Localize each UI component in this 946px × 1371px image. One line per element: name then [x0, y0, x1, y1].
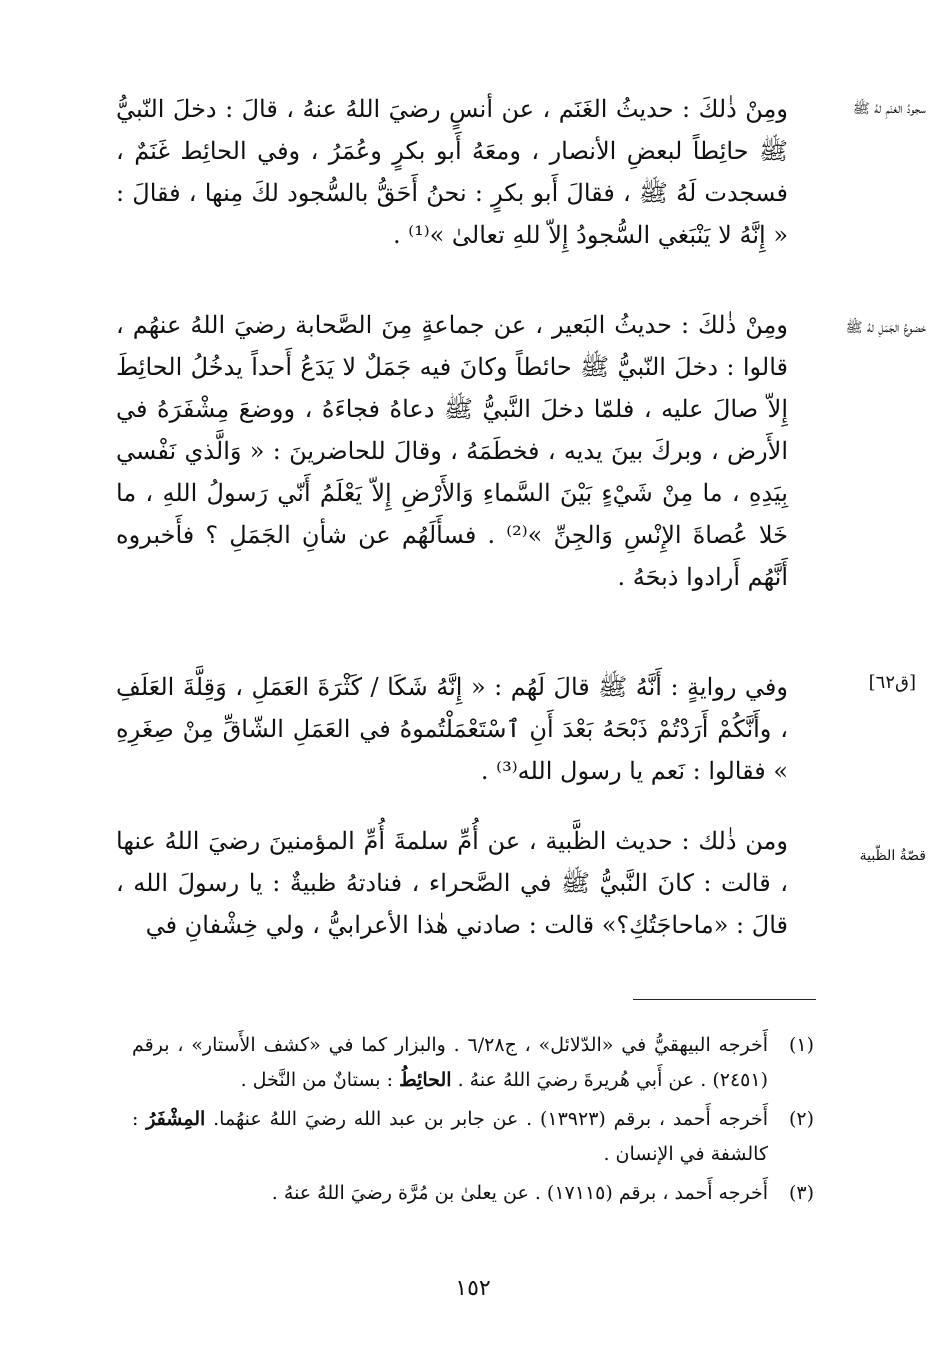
footnote-number: (١) [788, 1034, 814, 1056]
footnote-term: الحائِطُ [399, 1069, 452, 1091]
footnote-source: أَخرجه البيهقيُّ في «الدّلائل» ، ج٦/٢٨ . والبزار كما في «كشف الأَستار» ، برقم (٢٤٥١) . عن أَبي هُريرةَ رضيَ اللهُ عنهُ . [132, 1034, 768, 1091]
footnote-source: أَخرجه أَحمد ، برقم (١٧١١٥) . عن يعلىٰ بن مُرَّة رضيَ اللهُ عنهُ . [271, 1182, 768, 1204]
footnote-term: المِشْفَرُ [146, 1108, 206, 1130]
paragraph-camel-narration: وفي روايةٍ : أَنَّهُ ﷺ قالَ لَهُم : « إِنَّهُ شَكَا / كَثْرَةَ العَمَلِ ، وَقِلَّةَ العَلَفِ ، وأَنَّكُمْ أَرَدْتُمْ ذَبْحَهُ بَعْدَ أَنِ ٱسْتَعْمَلْتُموهُ في العَمَلِ الشّاقِّ مِنْ صِغَرِهِ » فقالوا : نَعم يا رسول الله⁽³⁾ . [116, 673, 788, 785]
paragraph-sheep-hadith: ومِنْ ذٰلكَ : حديثُ الغَنَم ، عن أنسٍ رضيَ اللهُ عنهُ ، قالَ : دخلَ النّبيُّ ﷺ حائِطاً لبعضِ الأنصار ، ومعَهُ أَبو بكرٍ وعُمَرُ ، وفي الحائِط غَنَمٌ ، فسجدت لَهُ ﷺ ، فقالَ أَبو بكرٍ : نحنُ أَحَقُّ بالسُّجود لكَ مِنها ، فقالَ : « إِنَّهُ لا يَنْبَغي السُّجودُ إِلاّ للهِ تعالىٰ »⁽¹⁾ . [116, 95, 788, 249]
footnote-separator [633, 999, 816, 1000]
footnote-number: (٣) [788, 1182, 814, 1204]
footnote-text [132, 1028, 768, 1098]
footnotes [132, 1028, 814, 1215]
footnote-gloss: : كالشفة في الإنسان . [132, 1108, 768, 1165]
footnote [132, 1176, 814, 1211]
paragraph-gazelle-hadith: ومن ذٰلك : حديث الظَّبية ، عن أُمِّ سلمةَ أُمِّ المؤمنينَ رضيَ اللهُ عنها ، قالت : كانَ النَّبيُّ ﷺ في الصَّحراء ، فنادتهُ ظبيةٌ : يا رسولَ الله ، قالَ : «ماحاجَتُكِ؟» قالت : صادني هٰذا الأعرابيُّ ، ولي خِشْفانِ في [116, 827, 788, 939]
footnote [132, 1028, 814, 1098]
footnote-text [132, 1102, 768, 1172]
margin-heading-sheep: سجودُ الغنَمِ لهُ ﷺ [852, 101, 926, 117]
manuscript-folio-marker: [ق٦٢] [868, 672, 916, 693]
footnote [132, 1102, 814, 1172]
footnote-text [132, 1176, 768, 1211]
paragraph-camel-hadith: ومِنْ ذٰلكَ : حديثُ البَعير ، عن جماعةٍ مِنَ الصَّحابة رضيَ اللهُ عنهُم ، قالوا : دخلَ النّبيُّ ﷺ حائطاً وكانَ فيه جَمَلٌ لا يَدَعُ أَحداً يدخُلُ الحائِطَ إِلاّ صالَ عليه ، فلمّا دخلَ النَّبيُّ ﷺ دعاهُ فجاءَهُ ، ووضعَ مِشْفَرَهُ في الأَرض ، وبركَ بينَ يديه ، فخطَمَهُ ، وقالَ للحاضرينَ : « وَالَّذي نَفْسي بِيَدِهِ ، ما مِنْ شَيْءٍ بَيْنَ السَّماءِ وَالأَرْضِ إِلاّ يَعْلَمُ أَنّي رَسولُ اللهِ ، ما خَلا عُصاةَ الإِنْسِ وَالجِنِّ »⁽²⁾ . فسأَلَهُم عن شأنِ الجَمَلِ ؟ فأَخبروه أَنَّهُم أَرادوا ذبحَهُ . [116, 311, 788, 591]
footnote-gloss: : بستانٌ من النَّخل . [240, 1069, 394, 1091]
footnote-source: أَخرجه أَحمد ، برقم (١٣٩٢٣) . عن جابر بن عبد الله رضيَ اللهُ عنهُما. [213, 1108, 769, 1130]
margin-heading-gazelle: قصّةُ الظّبية [859, 848, 926, 864]
footnote-number: (٢) [788, 1108, 814, 1130]
margin-heading-camel: خضوعُ الجَمَلِ لهُ ﷺ [845, 320, 926, 336]
page-number: ١٥٢ [455, 1276, 491, 1301]
